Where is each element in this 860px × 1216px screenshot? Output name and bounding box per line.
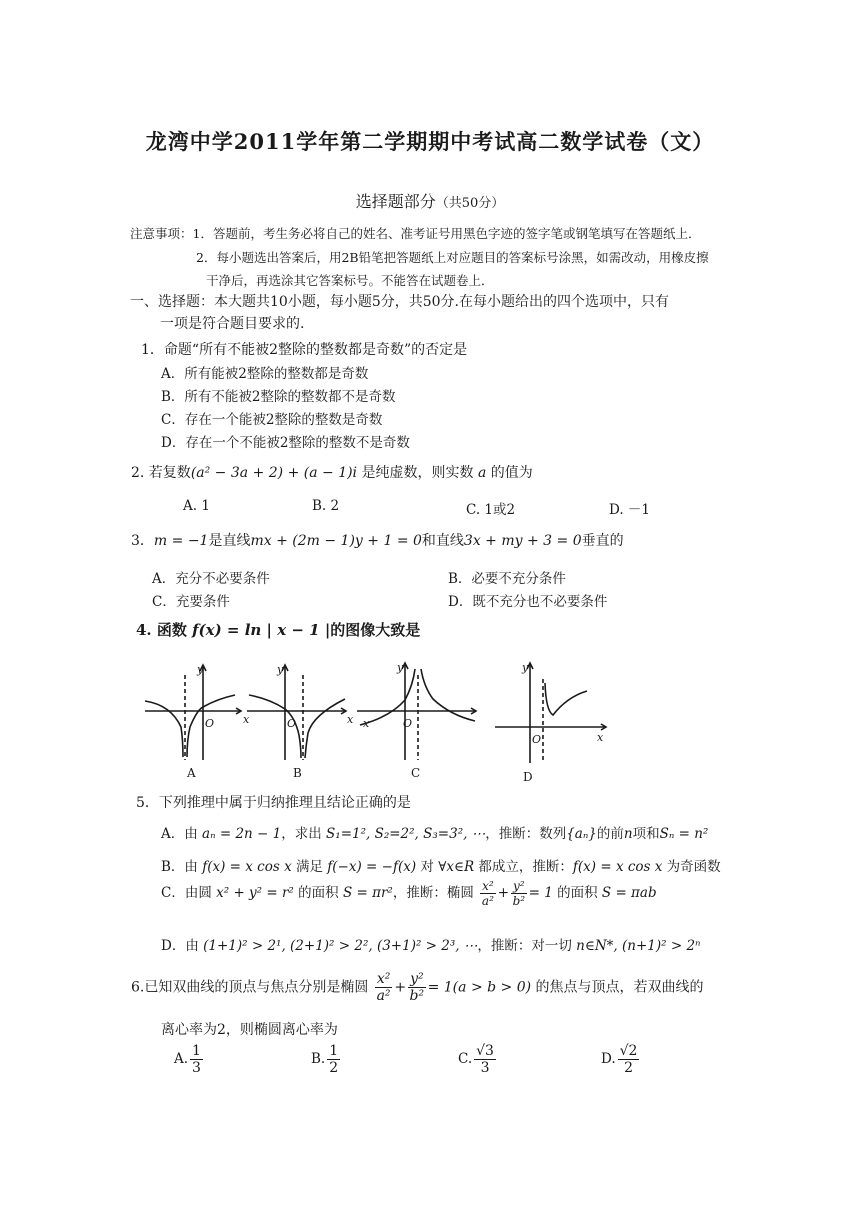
q3-option-a: A．充分不必要条件	[152, 571, 270, 587]
q2-option-a: A. 1	[183, 498, 210, 514]
q3-option-c: C．充要条件	[152, 594, 230, 610]
graph-d	[495, 663, 606, 763]
q4-graphs	[135, 655, 615, 785]
q5-c-frac-2-den: b²	[512, 894, 526, 908]
q5-c-math-1: x² + y² = r²	[216, 885, 294, 901]
q6-frac-1-num: x²	[376, 971, 391, 987]
section-main: 选择题部分	[355, 192, 436, 211]
q5-a-math-5: Sₙ = n²	[659, 826, 709, 842]
q5-option-c	[161, 880, 657, 907]
q6-option-a	[174, 1044, 205, 1075]
q2-expression: (a² − 3a + 2) + (a − 1)i	[190, 465, 358, 481]
q6-eq: = 1(a > b > 0)	[427, 979, 532, 996]
q1-option-b: B．所有不能被2整除的整数都不是奇数	[161, 389, 396, 405]
q6-d-label: D.	[601, 1051, 616, 1067]
q5-c-frac-1-num: x²	[482, 879, 494, 893]
part1-intro-line-1: 一、选择题：本大题共10小题，每小题5分，共50分.在每小题给出的四个选项中，只有	[130, 294, 669, 310]
notes-item-1: 1．答题前，考生务必将自己的姓名、准考证号用黑色字迹的签字笔或钢笔填写在答题纸上．	[192, 226, 701, 241]
q3-text-3: 垂直的	[581, 533, 624, 549]
graph-b-origin: O	[287, 717, 297, 730]
q3-line-1: mx + (2m − 1)y + 1 = 0	[250, 533, 422, 549]
graph-d-origin: O	[532, 733, 542, 746]
graph-a-label: A	[187, 766, 196, 780]
q2-post: 的值为	[486, 465, 533, 481]
graph-a-y-label: y	[197, 663, 204, 676]
q5-c-text-3: 的面积	[552, 885, 602, 901]
notes-item-2b: 干净后，再选涂其它答案标号。不能答在试题卷上．	[206, 273, 494, 288]
graph-d-label: D	[523, 770, 533, 784]
q5-c-eq: = 1	[528, 885, 553, 901]
q5-a-math-1: aₙ = 2n − 1	[202, 826, 282, 842]
notes-label: 注意事项：	[130, 226, 193, 241]
q2-mid: 是纯虚数，则实数	[357, 465, 478, 481]
q2-variable: a	[477, 465, 487, 481]
q3-option-b: B．必要不充分条件	[448, 571, 566, 587]
q5-d-math-1: (1+1)² > 2¹, (2+1)² > 2², (3+1)² > 2³, ⋯	[203, 938, 478, 954]
q6-frac-1-den: a²	[376, 988, 391, 1004]
q4-pre: 4. 函数	[136, 621, 193, 639]
q4-expression: f(x) = ln | x − 1 |	[192, 621, 331, 639]
q2-stem	[131, 462, 533, 482]
q6-b-num: 1	[329, 1043, 339, 1059]
q6-frac-2-num: y²	[410, 971, 424, 987]
q3-option-d: D．既不充分也不必要条件	[448, 594, 608, 610]
graph-d-x-label: x	[597, 731, 604, 744]
q5-c-text-2: ，推断：椭圆	[392, 885, 479, 901]
q2-option-d: D. －1	[609, 502, 651, 518]
q6-line-2: 离心率为2，则椭圆离心率为	[161, 1022, 338, 1038]
q5-b-math-3: ∀x∈R	[438, 859, 475, 875]
q5-d-text-1: ，推断：对一切	[477, 938, 577, 954]
q5-c-pre: C．由圆	[161, 885, 217, 901]
q5-a-pre: A．由	[161, 826, 203, 842]
q2-option-b: B. 2	[312, 498, 340, 514]
q6-d-num: √2	[619, 1043, 638, 1059]
q1-option-d: D．存在一个不能被2整除的整数不是奇数	[161, 435, 410, 451]
q5-c-text-1: 的面积	[293, 885, 343, 901]
q5-b-math-1: f(x) = x cos x	[202, 859, 292, 875]
q5-b-text-2: 对	[416, 859, 439, 875]
q2-option-c: C. 1或2	[466, 502, 516, 518]
q4-post: 的图像大致是	[330, 621, 421, 639]
q6-c-den: 3	[480, 1060, 490, 1076]
graph-c	[357, 663, 476, 760]
q5-b-pre: B．由	[161, 859, 203, 875]
graph-b	[247, 665, 346, 760]
q6-d-den: 2	[624, 1060, 634, 1076]
q6-option-d	[601, 1044, 641, 1075]
q5-a-text-1: ，求出	[281, 826, 327, 842]
q5-c-plus: +	[497, 885, 510, 901]
q3-line-2: 3x + my + 3 = 0	[463, 533, 582, 549]
graph-a	[145, 665, 241, 760]
q6-b-fraction	[327, 1044, 340, 1075]
q5-a-text-2: ，推断：数列	[485, 826, 567, 842]
q6-pre: 6.已知双曲线的顶点与焦点分别是椭圆	[131, 979, 373, 996]
q6-stem	[131, 972, 704, 1003]
q6-fraction-1	[375, 972, 393, 1003]
q5-a-text-3: 的前	[596, 826, 624, 842]
q6-plus: +	[394, 979, 407, 996]
q5-c-frac-2-num: y²	[513, 879, 525, 893]
q6-post: 的焦点与顶点，若双曲线的	[531, 979, 704, 996]
q5-c-fraction-1	[480, 880, 496, 907]
section-score: （共50分）	[435, 196, 505, 211]
q6-frac-2-den: b²	[409, 988, 425, 1004]
q5-a-math-4: n	[623, 826, 633, 842]
graph-a-origin: O	[205, 717, 215, 730]
q6-c-fraction	[474, 1044, 496, 1075]
q6-c-label: C.	[458, 1051, 473, 1067]
graph-c-origin: O	[403, 717, 413, 730]
q3-stem	[131, 530, 624, 550]
q6-b-den: 2	[329, 1060, 339, 1076]
q5-option-d	[161, 934, 701, 954]
q5-b-text-4: 为奇函数	[662, 859, 721, 875]
q5-d-pre: D．由	[161, 938, 204, 954]
q5-b-text-3: 都成立，推断：	[474, 859, 573, 875]
q6-option-c	[458, 1044, 498, 1075]
q6-c-num: √3	[476, 1043, 494, 1059]
q6-a-fraction	[190, 1044, 203, 1075]
graph-b-label: B	[293, 766, 302, 780]
q5-c-math-3: S = πab	[601, 885, 657, 901]
graph-b-x-label: x	[347, 713, 354, 726]
q5-stem: 5．下列推理中属于归纳推理且结论正确的是	[136, 795, 411, 811]
q6-b-label: B.	[311, 1051, 326, 1067]
q5-c-fraction-2	[511, 880, 527, 907]
q3-condition: m = −1	[153, 533, 209, 549]
notes-item-2a: 2．每小题选出答案后，用2B铅笔把答题纸上对应题目的答案标号涂黑，如需改动，用橡皮擦	[196, 250, 709, 265]
q1-option-c: C．存在一个能被2整除的整数是奇数	[161, 412, 383, 428]
q5-b-math-2: f(−x) = −f(x)	[327, 859, 417, 875]
q3-pre: 3．	[131, 533, 154, 549]
q3-text-2: 和直线	[421, 533, 464, 549]
graph-d-y-label: y	[522, 661, 529, 674]
q5-c-math-2: S = πr²	[342, 885, 393, 901]
section-heading	[0, 189, 860, 212]
graph-c-x-label: x	[363, 717, 370, 730]
q5-option-b	[161, 855, 721, 875]
q5-c-frac-1-den: a²	[481, 894, 494, 908]
graph-c-y-label: y	[397, 661, 404, 674]
part1-intro-line-2: 一项是符合题目要求的.	[160, 316, 305, 332]
page-title: 龙湾中学2011学年第二学期期中考试高二数学试卷（文）	[145, 129, 715, 154]
q1-stem: 1．命题“所有不能被2整除的整数都是奇数”的否定是	[141, 342, 468, 358]
q5-a-math-2: S₁=1², S₂=2², S₃=3², ⋯	[326, 826, 486, 842]
q1-option-a: A．所有能被2整除的整数都是奇数	[161, 366, 369, 382]
q5-b-math-4: f(x) = x cos x	[572, 859, 663, 875]
graph-a-x-label: x	[243, 713, 250, 726]
q6-option-b	[311, 1044, 342, 1075]
q6-a-den: 3	[192, 1060, 201, 1076]
q6-fraction-2	[408, 972, 426, 1003]
q5-option-a	[161, 822, 708, 842]
q5-d-math-2: n∈N*, (n+1)² > 2ⁿ	[576, 938, 701, 954]
q6-a-label: A.	[174, 1051, 189, 1067]
graph-b-y-label: y	[277, 663, 284, 676]
graph-c-label: C	[411, 766, 421, 780]
q5-b-text-1: 满足	[291, 859, 328, 875]
q4-stem	[136, 619, 420, 640]
q6-a-num: 1	[192, 1043, 201, 1059]
notes-line-1	[130, 224, 700, 242]
q5-a-text-4: 项和	[632, 826, 660, 842]
q2-pre: 2. 若复数	[131, 465, 191, 481]
q5-a-math-3: {aₙ}	[566, 826, 597, 842]
q3-text-1: 是直线	[208, 533, 251, 549]
q6-d-fraction	[618, 1044, 640, 1075]
